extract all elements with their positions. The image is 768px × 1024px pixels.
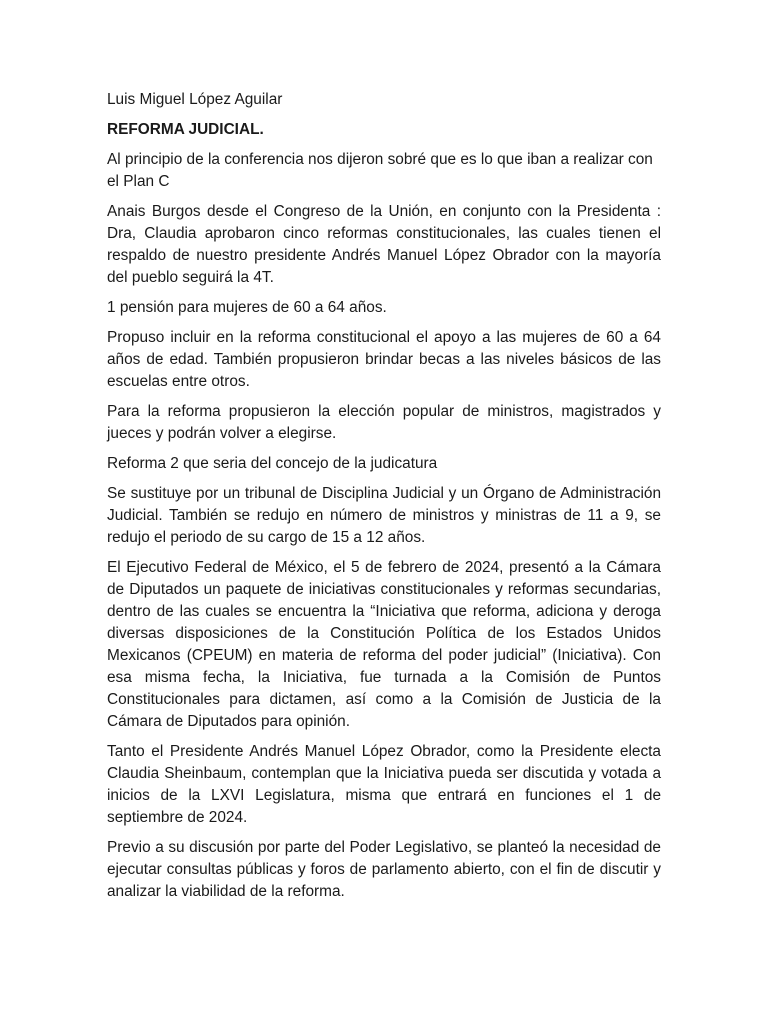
paragraph-tribunal: Se sustituye por un tribunal de Disciplina Judicial y un Órgano de Administración Judicial. También se redujo en número de ministros y ministras de 11 a 9, se redujo el periodo de su cargo de 15 a 12 años. bbox=[107, 485, 661, 546]
paragraph-eleccion: Para la reforma propusieron la elección popular de ministros, magistrados y jueces y podrán volver a elegirse. bbox=[107, 403, 661, 442]
paragraph-plan-c: Al principio de la conferencia nos dijeron sobré que es lo que iban a realizar con el Plan C bbox=[107, 151, 653, 190]
paragraph-pension: 1 pensión para mujeres de 60 a 64 años. bbox=[107, 299, 387, 316]
paragraph-reformas: Anais Burgos desde el Congreso de la Unión, en conjunto con la Presidenta : Dra, Claudia aprobaron cinco reformas constitucionales, las cuales tienen el respaldo de nuestro presidente Andrés Manuel López Obrador con la mayoría del pueblo seguirá la 4T. bbox=[107, 203, 661, 286]
document-title: REFORMA JUDICIAL. bbox=[107, 121, 264, 138]
paragraph-ejecutivo: El Ejecutivo Federal de México, el 5 de febrero de 2024, presentó a la Cámara de Diputados un paquete de iniciativas constitucionales y reformas secundarias, dentro de las cuales se encuentra la “Iniciativa que reforma, adiciona y deroga diversas disposiciones de la Constitución Política de los Estados Unidos Mexicanos (CPEUM) en materia de reforma del poder judicial” (Iniciativa). Con esa misma fecha, la Iniciativa, fue turnada a la Comisión de Puntos Constitucionales para dictamen, así como a la Comisión de Justicia de la Cámara de Diputados para opinión. bbox=[107, 559, 661, 730]
paragraph-apoyo: Propuso incluir en la reforma constitucional el apoyo a las mujeres de 60 a 64 años de edad. También propusieron brindar becas a las niveles básicos de las escuelas entre otros. bbox=[107, 329, 661, 390]
paragraph-consultas: Previo a su discusión por parte del Poder Legislativo, se planteó la necesidad de ejecutar consultas públicas y foros de parlamento abierto, con el fin de discutir y analizar la viabilidad de la reforma. bbox=[107, 839, 661, 900]
author-name: Luis Miguel López Aguilar bbox=[107, 91, 283, 108]
document-page bbox=[107, 89, 661, 911]
paragraph-presidentes: Tanto el Presidente Andrés Manuel López Obrador, como la Presidente electa Claudia Sheinbaum, contemplan que la Iniciativa pueda ser discutida y votada a inicios de la LXVI Legislatura, misma que entrará en funciones el 1 de septiembre de 2024. bbox=[107, 743, 661, 826]
paragraph-reforma-2: Reforma 2 que seria del concejo de la judicatura bbox=[107, 455, 438, 472]
